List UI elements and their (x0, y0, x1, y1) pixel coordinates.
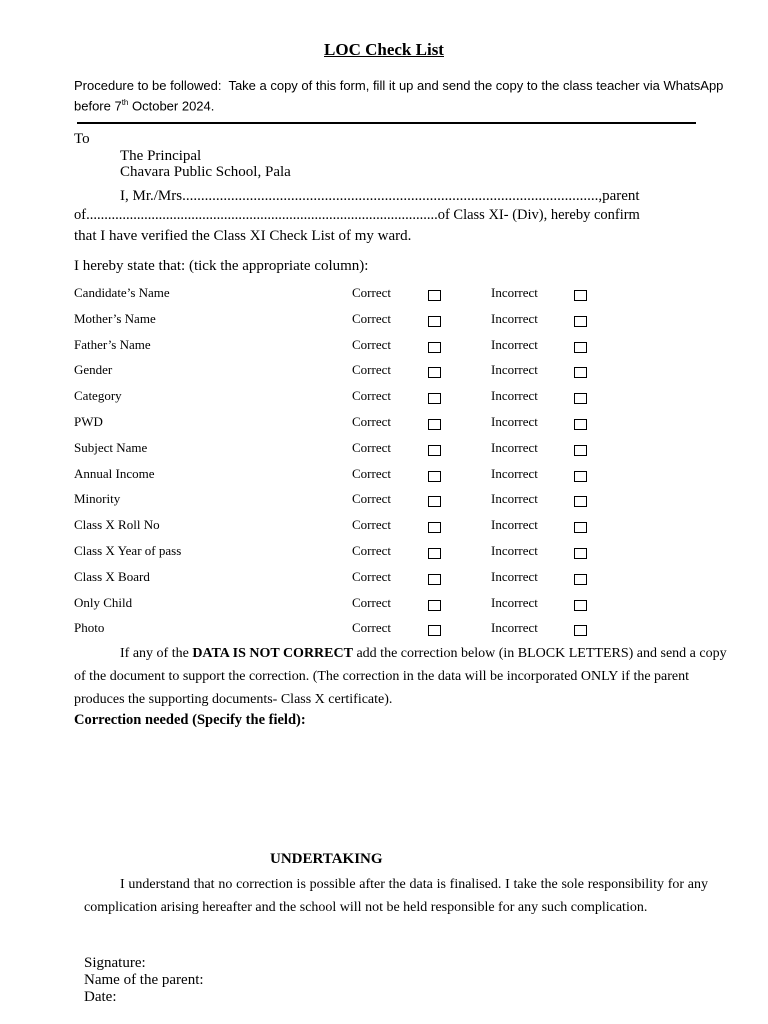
procedure-note (74, 77, 734, 114)
checklist-row (74, 569, 634, 595)
incorrect-label: Incorrect (491, 620, 538, 636)
field-name: Father’s Name (74, 336, 151, 352)
incorrect-label: Incorrect (491, 568, 538, 584)
checklist-row (74, 595, 634, 621)
incorrect-checkbox[interactable] (574, 625, 587, 636)
field-name: Only Child (74, 594, 133, 610)
procedure-sup: th (121, 98, 129, 107)
address-line-1: The Principal (120, 148, 202, 164)
incorrect-label: Incorrect (491, 594, 538, 610)
correct-label: Correct (352, 439, 391, 455)
incorrect-checkbox[interactable] (574, 471, 587, 482)
incorrect-label: Incorrect (491, 362, 538, 378)
correct-checkbox[interactable] (428, 496, 441, 507)
declaration-line-1: I, Mr./Mrs...............................................................................................................,parent (120, 188, 640, 204)
incorrect-checkbox[interactable] (574, 548, 587, 559)
signature-label: Signature: (84, 955, 146, 971)
correct-label: Correct (352, 336, 391, 352)
correct-checkbox[interactable] (428, 471, 441, 482)
field-name: Mother’s Name (74, 310, 156, 326)
state-line: I hereby state that: (tick the appropriate column): (74, 258, 369, 274)
correct-label: Correct (352, 465, 391, 481)
field-name: Category (74, 388, 122, 404)
correct-checkbox[interactable] (428, 574, 441, 585)
incorrect-label: Incorrect (491, 439, 538, 455)
incorrect-label: Incorrect (491, 413, 538, 429)
declaration-line-2: of.................................................................................................of Class XI- (Div), hereby confirm (74, 207, 640, 223)
field-name: Subject Name (74, 439, 148, 455)
field-name: Candidate’s Name (74, 285, 170, 300)
checklist-row (74, 491, 634, 517)
correct-label: Correct (352, 285, 391, 300)
incorrect-label: Incorrect (491, 388, 538, 404)
checklist-row (74, 466, 634, 492)
incorrect-checkbox[interactable] (574, 574, 587, 585)
correct-label: Correct (352, 568, 391, 584)
date-label: Date: (84, 989, 117, 1005)
correction-prefix: If any of the (120, 646, 193, 661)
correct-label: Correct (352, 310, 391, 326)
correct-label: Correct (352, 413, 391, 429)
address-to: To (74, 131, 90, 147)
incorrect-checkbox[interactable] (574, 316, 587, 327)
correct-checkbox[interactable] (428, 419, 441, 430)
correct-checkbox[interactable] (428, 393, 441, 404)
correct-label: Correct (352, 542, 391, 558)
incorrect-checkbox[interactable] (574, 342, 587, 353)
field-name: Gender (74, 362, 113, 378)
checklist-table (74, 285, 634, 646)
correct-label: Correct (352, 491, 391, 507)
checklist-row (74, 543, 634, 569)
incorrect-label: Incorrect (491, 542, 538, 558)
correct-checkbox[interactable] (428, 342, 441, 353)
divider-line (77, 122, 696, 124)
checklist-row (74, 285, 634, 311)
form-title: LOC Check List (324, 40, 444, 59)
parent-name-label: Name of the parent: (84, 972, 204, 988)
incorrect-checkbox[interactable] (574, 367, 587, 378)
field-name: Class X Board (74, 568, 150, 584)
checklist-row (74, 388, 634, 414)
incorrect-label: Incorrect (491, 310, 538, 326)
incorrect-label: Incorrect (491, 336, 538, 352)
incorrect-checkbox[interactable] (574, 522, 587, 533)
correction-instructions (74, 642, 738, 711)
procedure-text: Take a copy of this form, fill it up and send the copy to the class teacher via WhatsApp before 7 (74, 78, 724, 114)
checklist-row (74, 311, 634, 337)
procedure-label: Procedure to be followed: (74, 78, 222, 93)
field-name: PWD (74, 413, 103, 429)
correct-checkbox[interactable] (428, 445, 441, 456)
field-name: Minority (74, 491, 121, 507)
incorrect-label: Incorrect (491, 285, 538, 300)
declaration-line-3: that I have verified the Class XI Check List of my ward. (74, 228, 412, 244)
checklist-row (74, 440, 634, 466)
checklist-row (74, 517, 634, 543)
incorrect-label: Incorrect (491, 517, 538, 533)
correct-checkbox[interactable] (428, 625, 441, 636)
correct-label: Correct (352, 517, 391, 533)
correction-needed-label: Correction needed (Specify the field): (74, 712, 306, 728)
correct-label: Correct (352, 362, 391, 378)
correct-checkbox[interactable] (428, 367, 441, 378)
incorrect-checkbox[interactable] (574, 600, 587, 611)
correction-bold: DATA IS NOT CORRECT (192, 646, 353, 661)
correct-checkbox[interactable] (428, 316, 441, 327)
checklist-row (74, 414, 634, 440)
checklist-row (74, 337, 634, 363)
incorrect-checkbox[interactable] (574, 496, 587, 507)
correct-label: Correct (352, 594, 391, 610)
correct-checkbox[interactable] (428, 548, 441, 559)
address-line-2: Chavara Public School, Pala (120, 164, 291, 180)
procedure-text-end: October 2024. (128, 98, 215, 114)
field-name: Annual Income (74, 465, 155, 481)
undertaking-heading: UNDERTAKING (270, 851, 383, 867)
incorrect-checkbox[interactable] (574, 445, 587, 456)
correct-label: Correct (352, 620, 391, 636)
correct-label: Correct (352, 388, 391, 404)
incorrect-checkbox[interactable] (574, 393, 587, 404)
incorrect-checkbox[interactable] (574, 419, 587, 430)
correct-checkbox[interactable] (428, 522, 441, 533)
incorrect-checkbox[interactable] (574, 290, 587, 301)
undertaking-text: I understand that no correction is possible after the data is finalised. I take the sole responsibility for any complication arising hereafter and the school will not be held responsible for any such complication. (84, 877, 708, 915)
correct-checkbox[interactable] (428, 290, 441, 301)
checklist-row (74, 362, 634, 388)
field-name: Class X Roll No (74, 517, 160, 533)
incorrect-label: Incorrect (491, 491, 538, 507)
incorrect-label: Incorrect (491, 465, 538, 481)
field-name: Class X Year of pass (74, 542, 182, 558)
correction-suffix: add the correction below (in BLOCK LETTERS) and send a copy of the document to support the correction. (The correction in the data will be incorporated ONLY if the parent produces the supporting documents- Class X certificate). (74, 646, 727, 707)
correct-checkbox[interactable] (428, 600, 441, 611)
field-name: Photo (74, 620, 105, 636)
